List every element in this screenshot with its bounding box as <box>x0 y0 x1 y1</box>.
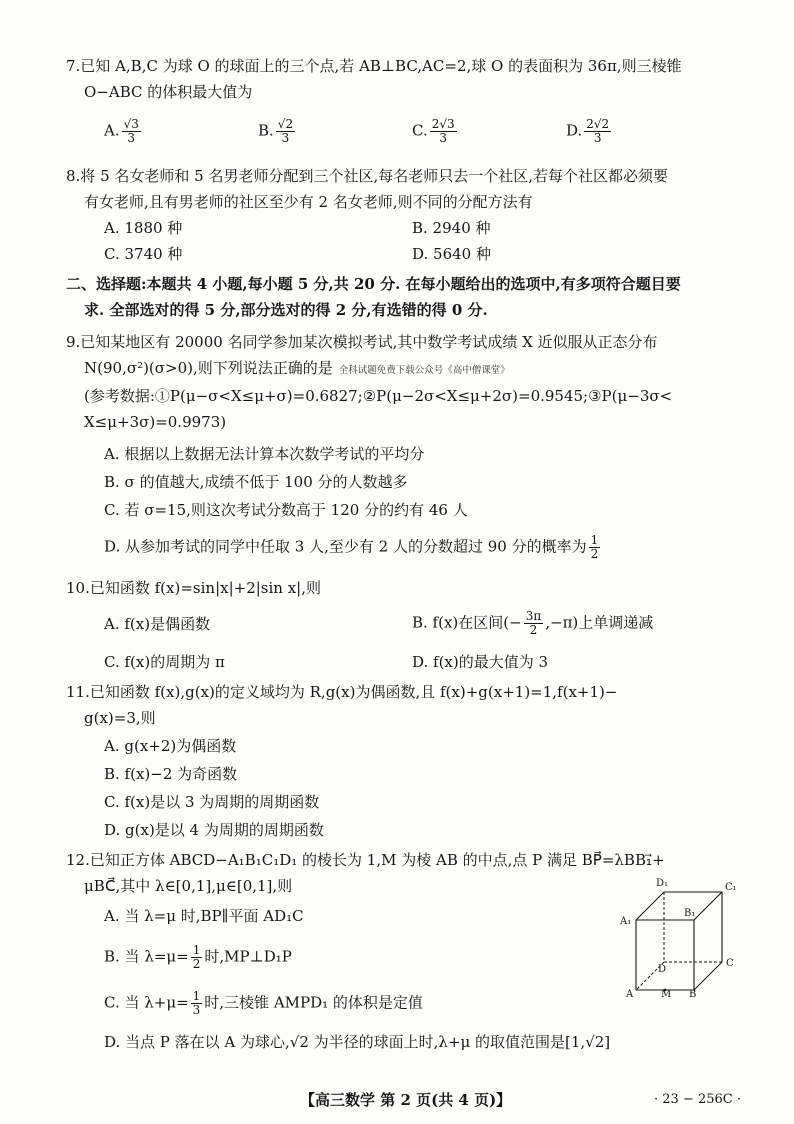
q10-option-c[interactable]: C. f(x)的周期为 π <box>104 653 225 671</box>
q8-stem-line2: 有女老师,且有男老师的社区至少有 2 名女老师,则不同的分配方法有 <box>84 193 533 211</box>
footer-code: · 23 − 256C · <box>654 1092 741 1107</box>
option-letter: C. <box>412 121 428 140</box>
label-a: A <box>626 989 634 998</box>
q8-option-d[interactable]: D. 5640 种 <box>412 245 491 263</box>
q10-option-d[interactable]: D. f(x)的最大值为 3 <box>412 653 549 671</box>
q7-stem-line2: O−ABC 的体积最大值为 <box>84 83 253 101</box>
q12-stem-line1: 12.已知正方体 ABCD−A₁B₁C₁D₁ 的棱长为 1,M 为棱 AB 的中点,点 P 满足 BP⃗=λBB₁⃗+ <box>66 851 665 869</box>
q9-reference-line1: (参考数据:①P(μ−σ<X≤μ+σ)=0.6827;②P(μ−2σ<X≤μ+2σ)=0.9545;③P(μ−3σ< <box>84 387 673 405</box>
q9-option-b[interactable]: B. σ 的值越大,成绩不低于 100 分的人数越多 <box>104 473 408 491</box>
label-d1: D₁ <box>656 878 669 889</box>
option-fraction: $\frac{√2}{3}$ <box>277 117 294 145</box>
q8-option-a[interactable]: A. 1880 种 <box>104 219 183 237</box>
option-fraction: $\frac{1}{2}$ <box>192 943 201 971</box>
page-footer <box>0 1088 794 1112</box>
option-letter: D. <box>566 121 583 140</box>
label-c1: C₁ <box>725 882 737 893</box>
option-fraction: $\frac{1}{3}$ <box>192 989 201 1017</box>
q11-option-b[interactable]: B. f(x)−2 为奇函数 <box>104 765 238 783</box>
label-a1: A₁ <box>620 916 632 927</box>
q8-option-c[interactable]: C. 3740 种 <box>104 245 183 263</box>
option-fraction: $\frac{3\pi}{2}$ <box>525 609 542 637</box>
cube-figure <box>618 872 748 998</box>
q11-stem-line1: 11.已知函数 f(x),g(x)的定义域均为 R,g(x)为偶函数,且 f(x)+g(x+1)=1,f(x+1)− <box>66 683 618 701</box>
q8-stem-line1: 8.将 5 名女老师和 5 名男老师分配到三个社区,每名老师只去一个社区,若每个社区都必须要 <box>66 167 669 185</box>
option-fraction: $\frac{1}{2}$ <box>590 533 599 561</box>
footer-page-info: 【高三数学 第 2 页(共 4 页)】 <box>300 1091 512 1109</box>
q7-option-d[interactable] <box>566 118 613 145</box>
q12-option-d[interactable]: D. 当点 P 落在以 A 为球心,√2 为半径的球面上时,λ+μ 的取值范围是[1,√2] <box>104 1033 611 1051</box>
q9-option-d[interactable]: D. 从参加考试的同学中任取 3 人,至少有 2 人的分数超过 90 分的概率为 $\frac{1}{2}$ <box>104 533 599 561</box>
q11-option-d[interactable]: D. g(x)是以 4 为周期的周期函数 <box>104 821 324 839</box>
q11-option-a[interactable]: A. g(x+2)为偶函数 <box>104 737 237 755</box>
q7-option-b[interactable] <box>258 118 297 145</box>
q9-option-c[interactable]: C. 若 σ=15,则这次考试分数高于 120 分的约有 46 人 <box>104 501 468 519</box>
option-fraction: $\frac{2√2}{3}$ <box>586 117 610 145</box>
q12-option-a[interactable]: A. 当 λ=μ 时,BP∥平面 AD₁C <box>104 907 304 925</box>
q10-stem: 10.已知函数 f(x)=sin|x|+2|sin x|,则 <box>66 579 322 597</box>
option-fraction: $\frac{2√3}{3}$ <box>431 117 455 145</box>
label-b: B <box>689 989 697 998</box>
q11-option-c[interactable]: C. f(x)是以 3 为周期的周期函数 <box>104 793 320 811</box>
option-fraction: $\frac{√3}{3}$ <box>123 117 139 145</box>
q11-stem-line2: g(x)=3,则 <box>84 709 156 727</box>
section2-heading-line2: 求. 全部选对的得 5 分,部分选对的得 2 分,有选错的得 0 分. <box>84 301 488 319</box>
q9-reference-line2: X≤μ+3σ)=0.9973) <box>84 413 227 431</box>
q10-option-a[interactable]: A. f(x)是偶函数 <box>104 615 211 633</box>
cube-diagram <box>618 872 748 998</box>
label-b1: B₁ <box>684 908 696 919</box>
option-letter: A. <box>104 121 120 140</box>
q12-stem-line2: μBC⃗,其中 λ∈[0,1],μ∈[0,1],则 <box>84 877 293 895</box>
q9-option-a[interactable]: A. 根据以上数据无法计算本次数学考试的平均分 <box>104 445 425 463</box>
q8-option-b[interactable]: B. 2940 种 <box>412 219 491 237</box>
label-c: C <box>726 958 734 969</box>
label-d: D <box>658 964 667 975</box>
q7-stem-line1: 7.已知 A,B,C 为球 O 的球面上的三个点,若 AB⊥BC,AC=2,球 O 的表面积为 36π,则三棱锥 <box>66 57 682 75</box>
q12-option-b[interactable]: B. 当 λ=μ= $\frac{1}{2}$ 时,MP⊥D₁P <box>104 943 292 971</box>
q12-option-c[interactable]: C. 当 λ+μ= $\frac{1}{3}$ 时,三棱锥 AMPD₁ 的体积是定值 <box>104 989 423 1017</box>
q7-option-c[interactable] <box>412 118 459 145</box>
q9-stem-line1: 9.已知某地区有 20000 名同学参加某次模拟考试,其中数学考试成绩 X 近似服从正态分布 <box>66 333 658 351</box>
option-letter: B. <box>258 121 274 140</box>
q10-option-b[interactable]: B. f(x)在区间(− $\frac{3\pi}{2}$ ,−π)上单调递减 <box>412 609 654 637</box>
label-m: M <box>661 989 672 998</box>
section2-heading-line1: 二、选择题:本题共 4 小题,每小题 5 分,共 20 分. 在每小题给出的选项中,有多项符合题目要 <box>66 275 681 293</box>
promo-note: 全科试题免费下载公众号《高中僧课堂》 <box>338 365 510 376</box>
q7-option-a[interactable] <box>104 118 143 145</box>
q9-stem-line2: N(90,σ²)(σ>0),则下列说法正确的是 全科试题免费下载公众号《高中僧课堂》 <box>84 359 510 377</box>
